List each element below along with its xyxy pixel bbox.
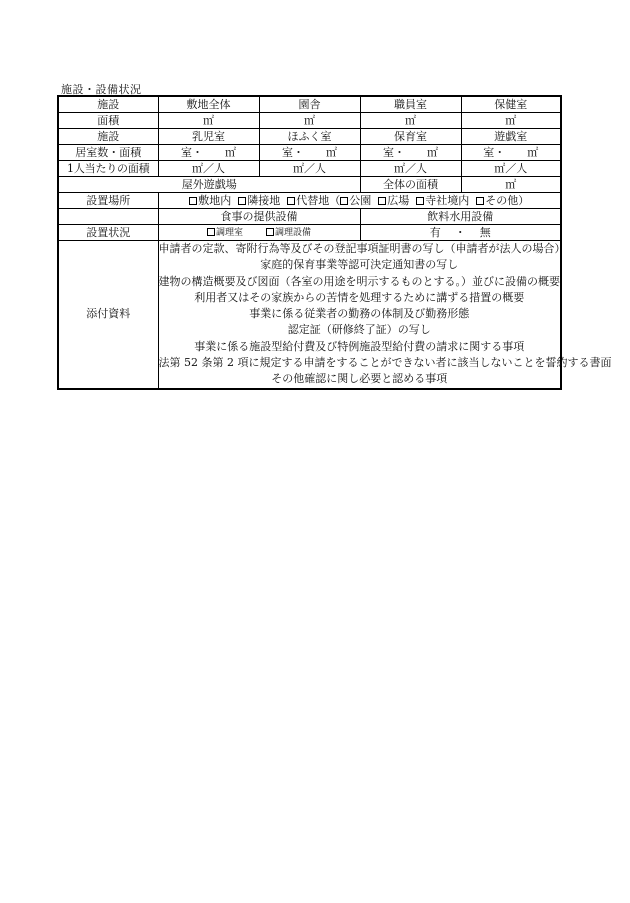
label-rooms-area: 居室数・面積 [58, 145, 158, 161]
section-title: 施設・設備状況 [61, 83, 142, 96]
attachment-item: 家庭的保育事業等認可決定通知書の写し [260, 258, 459, 272]
area-building-field[interactable]: ㎡ [259, 113, 360, 129]
option-park: 公園 [349, 193, 372, 207]
header-nursery-room: 保育室 [360, 129, 461, 145]
attachment-item: 事業に係る施設型給付費及び特例施設型給付費の請求に関する事項 [194, 339, 525, 353]
location-options [158, 193, 561, 209]
attachment-item: その他確認に関し必要と認める事項 [271, 372, 448, 386]
area-staff-room-field[interactable]: ㎡ [360, 113, 461, 129]
installation-row [58, 225, 561, 241]
per-person-infant-field[interactable]: ㎡／人 [158, 161, 259, 177]
option-kitchen: 調理室 [216, 227, 244, 238]
checkbox-on-site[interactable] [189, 197, 197, 205]
area-row [58, 113, 561, 129]
header-row-2 [58, 129, 561, 145]
attachment-item: 事業に係る従業者の勤務の体制及び勤務形態 [249, 307, 470, 321]
checkbox-park[interactable] [340, 197, 348, 205]
option-on-site: 敷地内 [198, 193, 232, 207]
label-food-facilities: 食事の提供設備 [158, 209, 360, 225]
blank-cell [58, 209, 158, 225]
rooms-nursery-field[interactable]: 室・ ㎡ [360, 145, 461, 161]
food-water-header-row [58, 209, 561, 225]
header-row-1 [58, 96, 561, 113]
label-area: 面積 [58, 113, 158, 129]
area-health-room-field[interactable]: ㎡ [461, 113, 561, 129]
attachment-item: 認定証（研修終了証）の写し [287, 323, 431, 337]
per-person-playroom-field[interactable]: ㎡／人 [461, 161, 561, 177]
label-attachments: 添付資料 [58, 241, 158, 389]
header-health-room: 保健室 [461, 96, 561, 113]
area-site-field[interactable]: ㎡ [158, 113, 259, 129]
per-person-row [58, 161, 561, 177]
header-building: 園舎 [259, 96, 360, 113]
header-playroom: 遊戯室 [461, 129, 561, 145]
attachments-list [158, 241, 612, 389]
yes-no-separator: ・ [454, 225, 466, 239]
attachments-row [58, 241, 561, 389]
attachment-item: 法第 52 条第 2 項に規定する申請をすることができない者に該当しないことを誓約する書面 [158, 356, 612, 370]
checkbox-plaza[interactable] [378, 197, 386, 205]
attachment-item: 建物の構造概要及び図面（各室の用途を明示するものとする。）並びに設備の概要 [158, 274, 560, 288]
rooms-playroom-field[interactable]: 室・ ㎡ [461, 145, 561, 161]
option-adjacent: 隣接地 [247, 193, 281, 207]
option-no[interactable]: 無 [479, 225, 491, 239]
header-staff-room: 職員室 [360, 96, 461, 113]
label-per-person-area: 1人当たりの面積 [58, 161, 158, 177]
checkbox-adjacent[interactable] [238, 197, 246, 205]
label-outdoor-playground: 屋外遊戯場 [58, 177, 360, 193]
label-location: 設置場所 [58, 193, 158, 209]
label-installation: 設置状況 [58, 225, 158, 241]
per-person-crawling-field[interactable]: ㎡／人 [259, 161, 360, 177]
total-area-field[interactable]: ㎡ [461, 177, 561, 193]
label-facility: 施設 [58, 96, 158, 113]
header-site-whole: 敷地全体 [158, 96, 259, 113]
checkbox-kitchen[interactable] [207, 228, 215, 236]
attachment-item: 利用者又はその家族からの苦情を処理するために講ずる措置の概要 [194, 290, 525, 304]
option-yes[interactable]: 有 [429, 225, 441, 239]
label-facility-2: 施設 [58, 129, 158, 145]
rooms-area-row [58, 145, 561, 161]
checkbox-temple-grounds[interactable] [416, 197, 424, 205]
outdoor-row [58, 177, 561, 193]
option-other: その他） [485, 193, 530, 207]
option-cooking-equipment: 調理設備 [274, 227, 311, 238]
rooms-infant-field[interactable]: 室・ ㎡ [158, 145, 259, 161]
checkbox-other[interactable] [476, 197, 484, 205]
per-person-nursery-field[interactable]: ㎡／人 [360, 161, 461, 177]
option-alternative: 代替地（ [296, 193, 341, 207]
attachment-item: 申請者の定款、寄附行為等及びその登記事項証明書の写し（申請者が法人の場合） [158, 242, 566, 255]
water-yes-no [360, 225, 561, 241]
label-total-area: 全体の面積 [360, 177, 461, 193]
label-water-facilities: 飲料水用設備 [360, 209, 561, 225]
rooms-crawling-field[interactable]: 室・ ㎡ [259, 145, 360, 161]
option-temple-grounds: 寺社境内 [425, 193, 470, 207]
header-infant-room: 乳児室 [158, 129, 259, 145]
header-crawling-room: ほふく室 [259, 129, 360, 145]
facility-form-table [57, 95, 612, 390]
kitchen-options [158, 225, 360, 241]
option-plaza: 広場 [387, 193, 410, 207]
checkbox-alternative[interactable] [287, 197, 295, 205]
checkbox-cooking-equipment[interactable] [266, 228, 274, 236]
location-row [58, 193, 561, 209]
